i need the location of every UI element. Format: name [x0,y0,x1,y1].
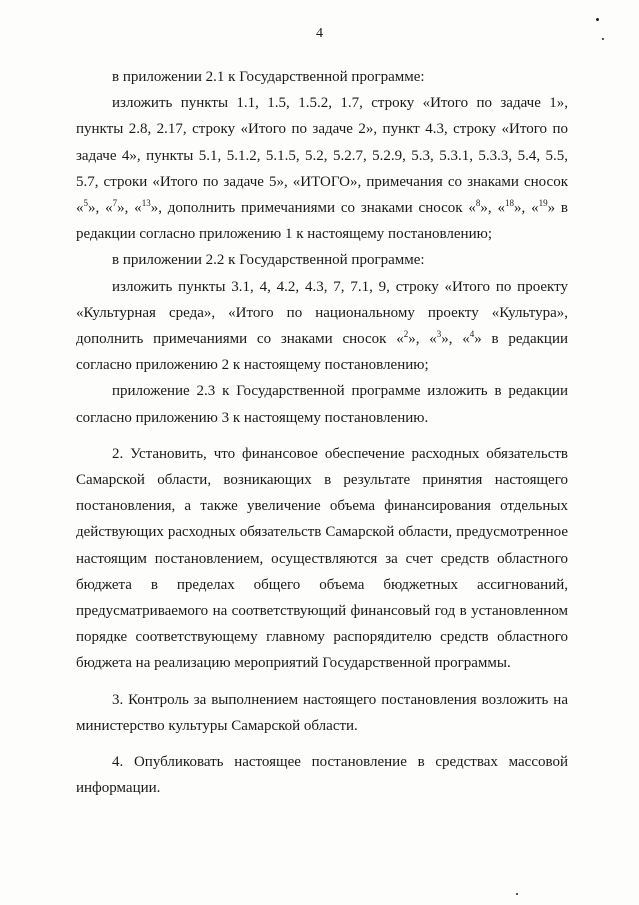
paragraph-appendix-2-2-intro [76,247,568,273]
footnote-mark: 7 [112,198,118,209]
paragraph-text: » в редакции согласно приложению 1 к настоящему постановлению; [76,200,569,243]
paragraph-text: » в редакции согласно приложению 2 к настоящему постановлению; [76,331,568,374]
paragraph-item-4-publish [76,749,568,801]
paragraph-text: изложить пункты 1.1, 1.5, 1.5.2, 1.7, строку «Итого по задаче 1», пункты 2.8, 2.17, строку «Итого по задаче 2», пункт 4.3, строку «Итого по задаче 4», пункты 5.1, 5.1.2, 5.1.5, 5.2, 5.2.7, 5.2.9, 5.3, 5.3.1, 5.3.3, 5.4, 5.5, 5.7, строки «Итого по задаче 5», «ИТОГО», примечания со знаками сносок « [76,95,568,217]
footnote-mark: 3 [436,329,442,340]
footnote-mark: 18 [504,198,514,209]
paragraph-text: », « [117,200,142,217]
footnote-mark: 2 [403,329,409,340]
paragraph-text: 3. Контроль за выполнением настоящего постановления возложить на министерство культуры Самарской области. [76,691,568,734]
footnote-mark: 19 [538,198,548,209]
paragraph-appendix-2-1-changes [76,90,568,247]
scan-speck [516,893,518,895]
paragraph-text: », « [88,200,113,217]
paragraph-item-3-control [76,687,568,739]
paragraph-text: », дополнить примечаниями со знаками сносок « [150,200,476,217]
page-number: 4 [316,26,323,41]
scan-speck [596,18,599,21]
footnote-mark: 13 [141,198,151,209]
paragraph-item-2-financing [76,441,568,677]
footnote-mark: 4 [469,329,475,340]
paragraph-text: », « [441,331,470,348]
paragraph-text: », « [408,331,437,348]
paragraph-text: », « [480,200,505,217]
paragraph-text: приложение 2.3 к Государственной программе изложить в редакции согласно приложению 3 к настоящему постановлению. [76,383,568,426]
document-body [76,64,568,801]
paragraph-appendix-2-2-changes [76,274,568,379]
footnote-mark: 5 [83,198,88,209]
paragraph-text: в приложении 2.2 к Государственной программе: [112,252,425,269]
paragraph-text: 2. Установить, что финансовое обеспечение расходных обязательств Самарской области, возникающих в результате принятия настоящего постановления, а также увеличение объема финансирования отдельных действующих расходных обязательств Самарской области, предусмотренное настоящим постановлением, осуществляются за счет средств областного бюджета в пределах общего объема бюджетных ассигнований, предусматриваемого на соответствующий финансовый год в установленном порядке соответствующему главному распорядителю средств областного бюджета на реализацию мероприятий Государственной программы. [76,445,568,672]
paragraph-text: », « [513,200,539,217]
footnote-mark: 8 [475,198,481,209]
paragraph-appendix-2-3 [76,378,568,430]
paragraph-text: в приложении 2.1 к Государственной программе: [112,69,425,85]
paragraph-appendix-2-1-intro [76,64,568,90]
paragraph-text: 4. Опубликовать настоящее постановление в средствах массовой информации. [76,754,568,797]
paragraph-text: изложить пункты 3.1, 4, 4.2, 4.3, 7, 7.1, 9, строку «Итого по проекту «Культурная среда», «Итого по национальному проекту «Культура», дополнить примечаниями со знаками сносок « [76,278,568,348]
